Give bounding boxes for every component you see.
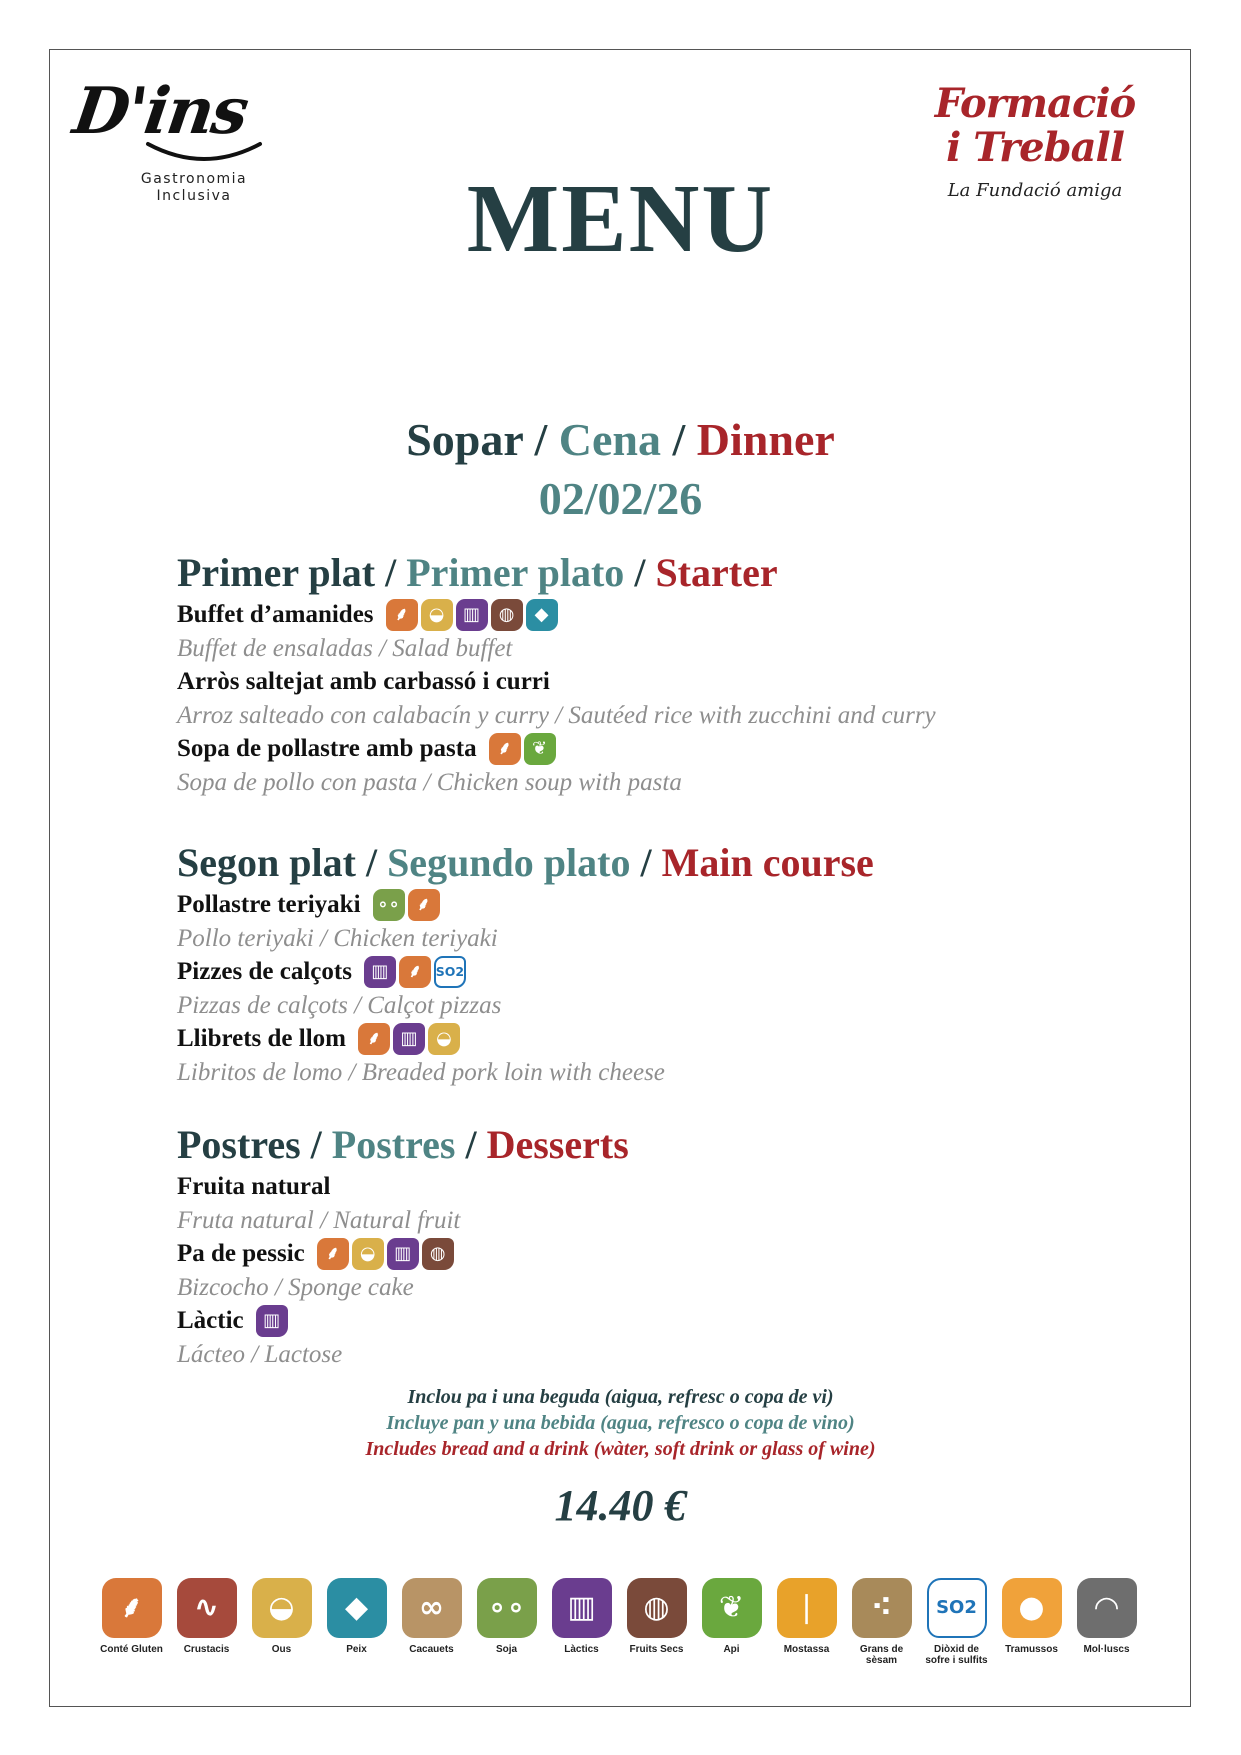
legend-item-sesam	[844, 1578, 919, 1666]
legend-item-peix	[319, 1578, 394, 1666]
section-separator: /	[310, 1122, 322, 1167]
section-heading	[177, 548, 1127, 598]
dish-name: Pizzes de calçots	[177, 958, 352, 985]
fish-icon: ◆	[526, 599, 558, 631]
section-separator: /	[640, 840, 652, 885]
dish-item	[177, 1304, 1127, 1338]
meal-es: Cena	[558, 414, 661, 465]
legend-item-mostassa	[769, 1578, 844, 1666]
dish-item	[177, 955, 1127, 989]
section-heading-en: Starter	[655, 550, 778, 595]
meal-heading	[0, 412, 1241, 468]
soy-icon: ∘∘	[373, 889, 405, 921]
egg-icon: ◒	[421, 599, 453, 631]
meal-separator: /	[672, 414, 686, 465]
allergen-icons	[317, 1238, 454, 1270]
menu-date: 02/02/26	[538, 473, 703, 524]
allergen-icons	[386, 599, 558, 631]
legend-item-cacauets	[394, 1578, 469, 1666]
section-heading-ca: Primer plat	[177, 550, 376, 595]
soy-icon: ∘∘	[477, 1578, 537, 1638]
note-ca: Inclou pa i una beguda (aigua, refresc o copa de vi)	[407, 1386, 834, 1408]
dish-item	[177, 1022, 1127, 1056]
wheat-icon: ⸙	[408, 889, 440, 921]
shell-icon: ◠	[1077, 1578, 1137, 1638]
dish-item	[177, 1170, 1127, 1204]
celery-icon: ❦	[524, 733, 556, 765]
legend-label: Cacauets	[409, 1644, 454, 1655]
legend-label: Grans de sèsam	[859, 1644, 904, 1666]
section-heading-es: Postres	[331, 1122, 456, 1167]
mustard-icon: ❘	[777, 1578, 837, 1638]
so2-icon: SO2	[434, 956, 466, 988]
legend-label: Conté Gluten	[100, 1644, 163, 1655]
section-main-course	[177, 838, 1127, 1089]
milk-icon: ▥	[364, 956, 396, 988]
egg-icon: ◒	[428, 1023, 460, 1055]
allergen-legend	[94, 1578, 1144, 1666]
section-starter	[177, 548, 1127, 799]
legend-item-tramussos	[994, 1578, 1069, 1666]
lupin-icon: ●	[1002, 1578, 1062, 1638]
dish-item	[177, 888, 1127, 922]
allergen-icons	[364, 956, 466, 988]
allergen-icons	[489, 733, 556, 765]
legend-item-api	[694, 1578, 769, 1666]
legend-label: Ous	[271, 1644, 292, 1655]
dins-logo-brand: D'ins	[68, 74, 252, 149]
section-separator: /	[465, 1122, 477, 1167]
section-separator: /	[385, 550, 397, 595]
section-desserts	[177, 1120, 1127, 1371]
legend-item-ous	[244, 1578, 319, 1666]
wheat-icon: ⸙	[386, 599, 418, 631]
section-heading-es: Segundo plato	[387, 840, 631, 885]
milk-icon: ▥	[387, 1238, 419, 1270]
nut-icon: ◍	[491, 599, 523, 631]
so2-icon: SO2	[927, 1578, 987, 1638]
legend-label: Tramussos	[1005, 1644, 1058, 1655]
legend-item-fruits_secs	[619, 1578, 694, 1666]
wheat-icon: ⸙	[489, 733, 521, 765]
dish-translation: Libritos de lomo / Breaded pork loin with cheese	[177, 1059, 665, 1086]
milk-icon: ▥	[256, 1305, 288, 1337]
dish-name: Pa de pessic	[177, 1240, 305, 1267]
meal-ca: Sopar	[406, 414, 523, 465]
legend-item-soja	[469, 1578, 544, 1666]
menu-price: 14.40 €	[554, 1481, 687, 1530]
legend-item-molluscs	[1069, 1578, 1144, 1666]
legend-item-gluten	[94, 1578, 169, 1666]
section-separator: /	[634, 550, 646, 595]
dish-translation: Bizcocho / Sponge cake	[177, 1274, 414, 1301]
wheat-icon: ⸙	[399, 956, 431, 988]
formacio-logo-tagline: La Fundació amiga	[947, 180, 1123, 201]
legend-item-lactics	[544, 1578, 619, 1666]
milk-icon: ▥	[552, 1578, 612, 1638]
meal-en: Dinner	[696, 414, 835, 465]
legend-label: Fruits Secs	[629, 1644, 684, 1655]
legend-label: Peix	[346, 1644, 367, 1655]
included-notes	[0, 1384, 1241, 1462]
dish-translation: Pizzas de calçots / Calçot pizzas	[177, 992, 502, 1019]
section-heading-ca: Postres	[177, 1122, 301, 1167]
legend-label: Mostassa	[783, 1644, 830, 1655]
formacio-logo-line2: i Treball	[946, 124, 1124, 171]
dish-translation: Sopa de pollo con pasta / Chicken soup with pasta	[177, 769, 682, 796]
nut-icon: ◍	[627, 1578, 687, 1638]
legend-label: Api	[723, 1644, 740, 1655]
allergen-icons	[358, 1023, 460, 1055]
legend-label: Crustacis	[183, 1644, 230, 1655]
sesame-icon: ⁖	[852, 1578, 912, 1638]
peanut-icon: ∞	[402, 1578, 462, 1638]
legend-item-crustacis	[169, 1578, 244, 1666]
dish-item	[177, 665, 1127, 699]
dins-subtitle-line2: Inclusiva	[156, 188, 232, 204]
section-heading-en: Desserts	[486, 1122, 629, 1167]
egg-icon: ◒	[252, 1578, 312, 1638]
egg-icon: ◒	[352, 1238, 384, 1270]
allergen-icons	[373, 889, 440, 921]
dish-name: Fruita natural	[177, 1173, 331, 1200]
dish-translation: Lácteo / Lactose	[177, 1341, 343, 1368]
dish-name: Pollastre teriyaki	[177, 891, 361, 918]
nut-icon: ◍	[422, 1238, 454, 1270]
meal-separator: /	[534, 414, 548, 465]
celery-icon: ❦	[702, 1578, 762, 1638]
legend-item-so2	[919, 1578, 994, 1666]
section-heading	[177, 838, 1127, 888]
dish-item	[177, 1237, 1127, 1271]
allergen-icons	[256, 1305, 288, 1337]
dish-item	[177, 732, 1127, 766]
dish-name: Sopa de pollastre amb pasta	[177, 735, 477, 762]
dish-translation: Fruta natural / Natural fruit	[177, 1207, 461, 1234]
dish-translation: Arroz salteado con calabacín y curry / Sautéed rice with zucchini and curry	[177, 702, 936, 729]
section-heading-es: Primer plato	[406, 550, 625, 595]
section-separator: /	[365, 840, 378, 885]
legend-label: Làctics	[564, 1644, 599, 1655]
dish-translation: Pollo teriyaki / Chicken teriyaki	[177, 925, 498, 952]
dish-name: Làctic	[177, 1307, 244, 1334]
milk-icon: ▥	[456, 599, 488, 631]
legend-label: Soja	[495, 1644, 518, 1655]
wheat-icon: ⸙	[358, 1023, 390, 1055]
dish-name: Buffet d’amanides	[177, 601, 374, 628]
section-heading-en: Main course	[661, 840, 874, 885]
dish-name: Llibrets de llom	[177, 1025, 346, 1052]
dish-item	[177, 598, 1127, 632]
milk-icon: ▥	[393, 1023, 425, 1055]
page-title: MENU	[466, 165, 775, 273]
legend-label: Diòxid de sofre i sulfits	[925, 1644, 988, 1666]
dish-translation: Buffet de ensaladas / Salad buffet	[177, 635, 513, 662]
dish-name: Arròs saltejat amb carbassó i curri	[177, 668, 550, 695]
dins-subtitle-line1: Gastronomia	[140, 171, 248, 187]
fish-icon: ◆	[327, 1578, 387, 1638]
formacio-logo-line1: Formació	[934, 80, 1136, 127]
section-heading	[177, 1120, 1127, 1170]
wheat-icon: ⸙	[102, 1578, 162, 1638]
note-en: Includes bread and a drink (wàter, soft drink or glass of wine)	[365, 1438, 876, 1460]
section-heading-ca: Segon plat	[177, 840, 356, 885]
shrimp-icon: ∿	[177, 1578, 237, 1638]
wheat-icon: ⸙	[317, 1238, 349, 1270]
note-es: Incluye pan y una bebida (agua, refresco o copa de vino)	[386, 1412, 855, 1434]
legend-label: Mol·luscs	[1083, 1644, 1130, 1655]
